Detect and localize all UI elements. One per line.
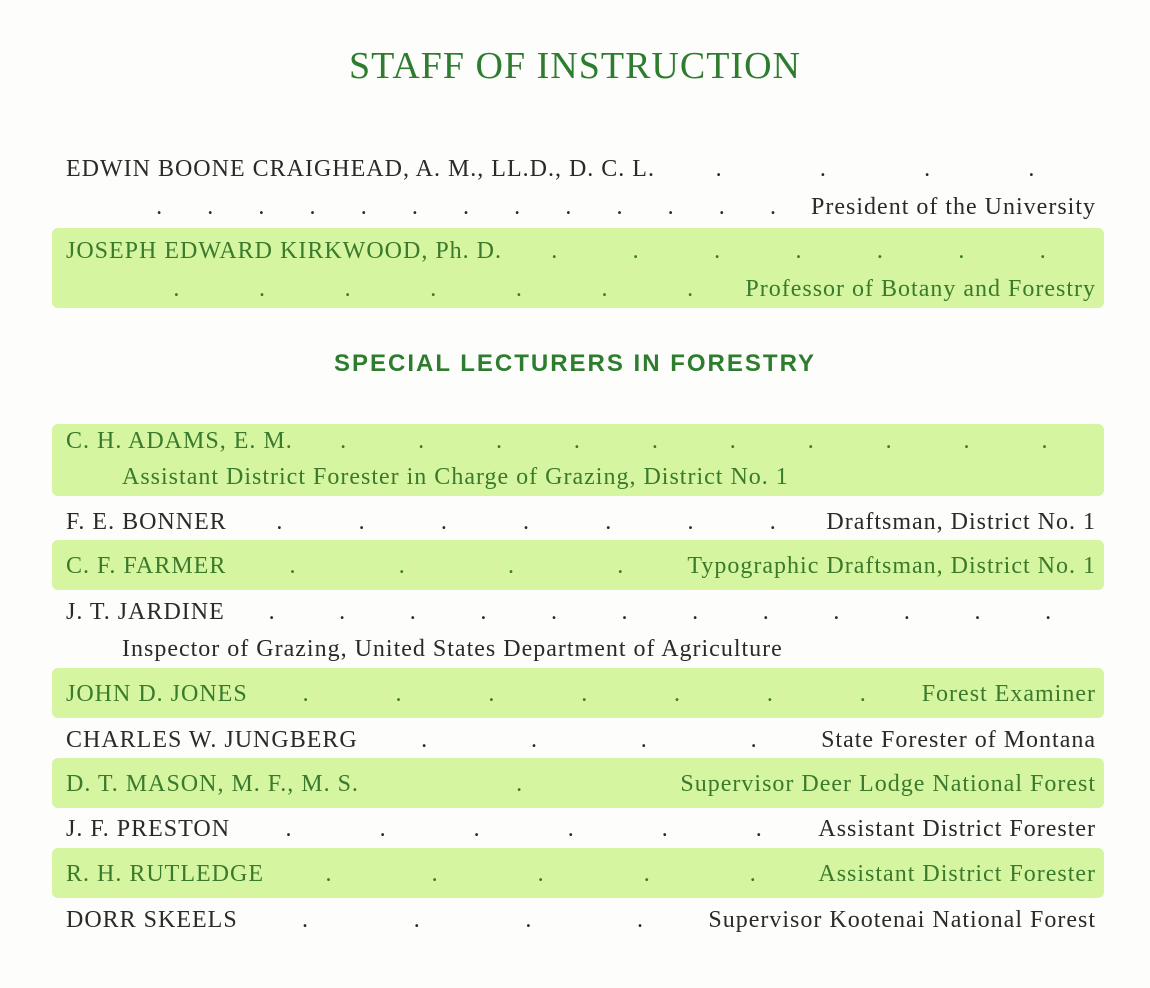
lecturer-title: State Forester of Montana [821,727,1096,753]
staff-name: JOSEPH EDWARD KIRKWOOD, Ph. D. [66,238,503,264]
lecturer-title: Inspector of Grazing, United States Department of Agriculture [122,636,783,662]
leader-dots: . . . . . . . . . . . . [268,599,1053,625]
leader-dots: . . . . [302,907,645,933]
lecturer-name: DORR SKEELS [66,907,238,933]
staff-entry-name-line [66,234,1096,268]
lecturer-entry [66,505,1096,539]
staff-title: President of the University [811,194,1096,220]
lecturer-title: Assistant District Forester [818,861,1096,887]
lecturer-entry-name-line [66,424,1096,458]
lecturer-entry-title-line [66,460,1096,494]
leader-dots: . . . . . . . . . . [340,428,1049,454]
page-title: STAFF OF INSTRUCTION [349,45,801,87]
lecturer-name: J. F. PRESTON [66,816,231,842]
lecturer-name: D. T. MASON, M. F., M. S. [66,771,359,797]
lecturer-name: C. F. FARMER [66,553,227,579]
lecturer-entry [66,549,1096,583]
leader-dots: . [516,771,524,797]
lecturer-name: CHARLES W. JUNGBERG [66,727,358,753]
lecturer-title: Supervisor Kootenai National Forest [708,907,1096,933]
leader-dots: . . . . [715,156,1036,182]
section-heading: SPECIAL LECTURERS IN FORESTRY [333,350,817,377]
lecturer-entry [66,767,1096,801]
leader-dots: . . . . . . . [173,276,695,302]
leader-dots: . . . . . . [285,816,763,842]
lecturer-entry [66,677,1096,711]
lecturer-entry [66,723,1096,757]
leader-dots: . . . . . [325,861,757,887]
lecturer-name: F. E. BONNER [66,509,227,535]
leader-dots: . . . . . . . [276,509,777,535]
staff-entry-name-line [66,152,1096,186]
leader-dots: . . . . [421,727,758,753]
lecturer-title: Supervisor Deer Lodge National Forest [680,771,1096,797]
lecturer-title: Typographic Draftsman, District No. 1 [687,553,1096,579]
lecturer-name: C. H. ADAMS, E. M. [66,428,293,454]
leader-dots: . . . . . . . [551,238,1047,264]
lecturer-entry [66,903,1096,937]
staff-entry-title-line [66,272,1096,306]
lecturer-title: Assistant District Forester in Charge of Grazing, District No. 1 [122,464,789,490]
lecturer-name: J. T. JARDINE [66,599,225,625]
lecturer-title: Draftsman, District No. 1 [826,509,1096,535]
lecturer-name: R. H. RUTLEDGE [66,861,264,887]
leader-dots: . . . . [289,553,625,579]
staff-title: Professor of Botany and Forestry [745,276,1096,302]
lecturer-entry-title-line [66,632,1096,666]
lecturer-entry-name-line [66,595,1096,629]
lecturer-entry [66,812,1096,846]
staff-name: EDWIN BOONE CRAIGHEAD, A. M., LL.D., D. C. L. [66,156,655,182]
leader-dots: . . . . . . . . . . . . . [156,194,777,220]
lecturer-entry [66,857,1096,891]
leader-dots: . . . . . . . [302,681,867,707]
lecturer-title: Forest Examiner [921,681,1096,707]
lecturer-title: Assistant District Forester [818,816,1096,842]
lecturer-name: JOHN D. JONES [66,681,248,707]
staff-entry-title-line [66,190,1096,224]
